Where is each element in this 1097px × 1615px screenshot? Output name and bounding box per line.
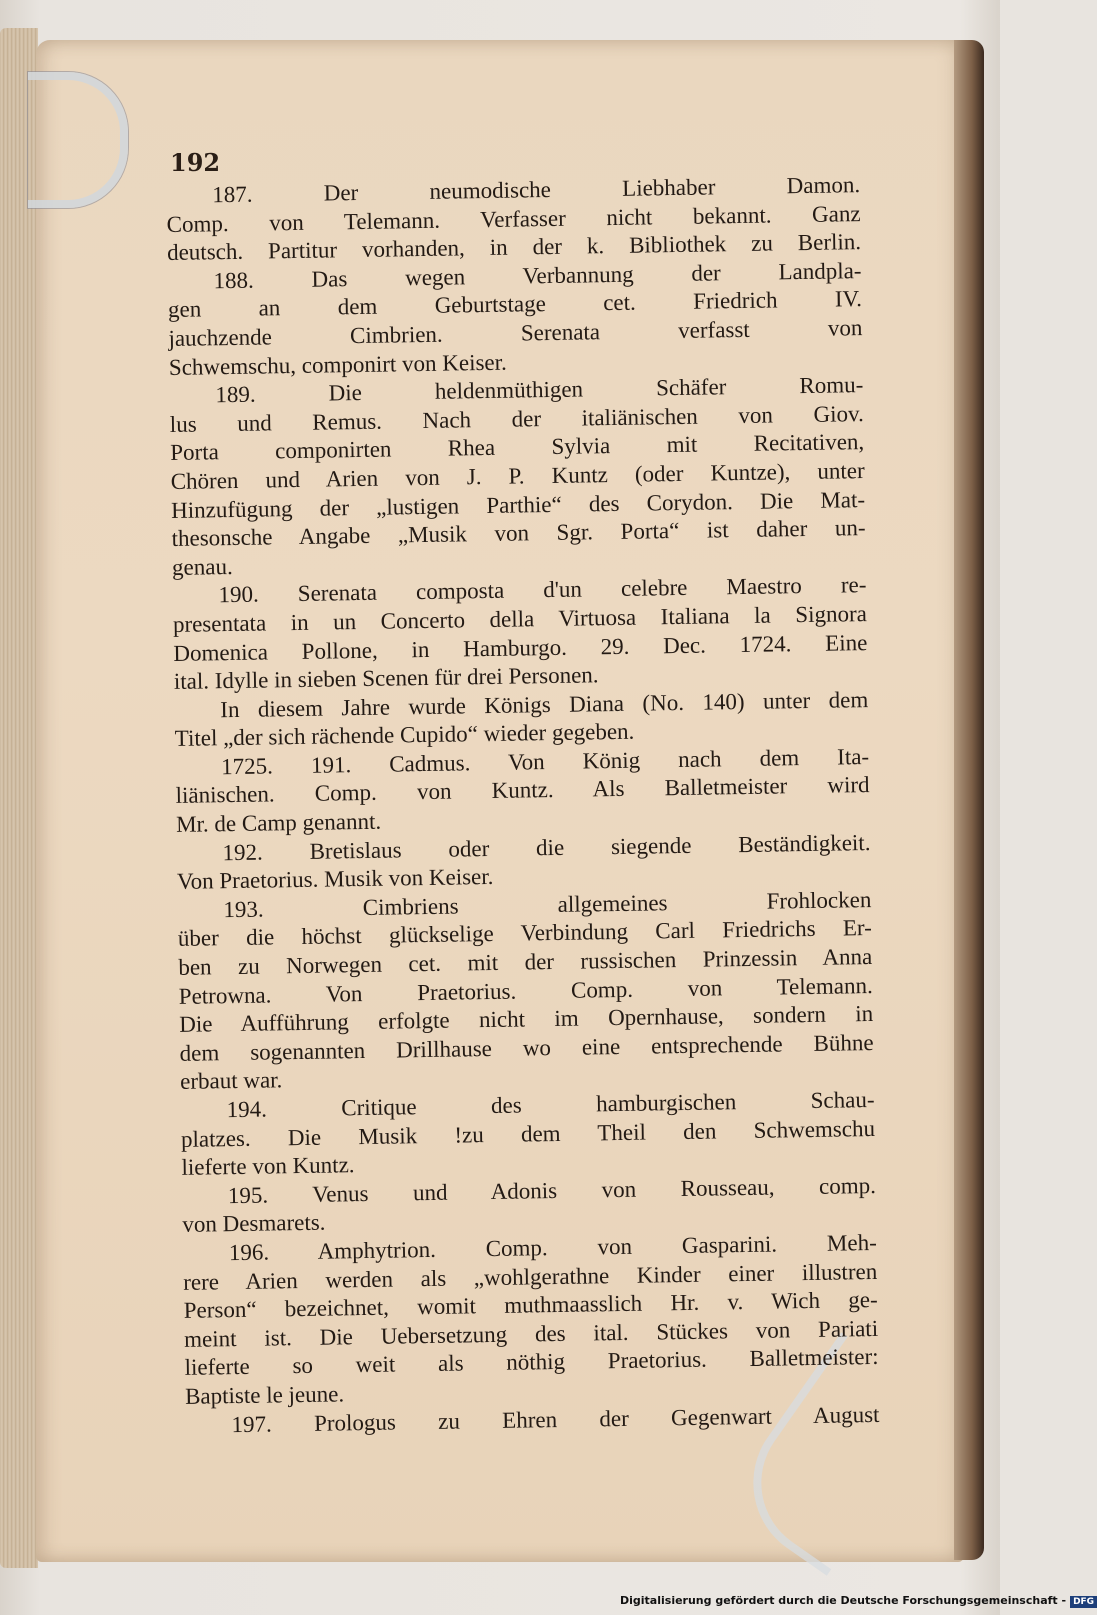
text-line: Domenica Pollone, in Hamburgo. 29. Dec. 1724. Eine: [173, 629, 868, 666]
text-line: genau.: [171, 553, 233, 580]
text-line: liänischen. Comp. von Kuntz. Als Balletmeister wird: [175, 772, 870, 809]
text-line: 195. Venus und Adonis von Rousseau, comp.: [227, 1172, 877, 1208]
text-line: 192. Bretislaus oder die siegende Beständigkeit.: [222, 829, 871, 865]
text-line: 188. Das wegen Verbannung der Landpla-: [213, 257, 862, 294]
text-line: ben zu Norwegen cet. mit der russischen Prinzessin Anna: [178, 944, 873, 980]
text-line: gen an dem Geburtstage cet. Friedrich IV.: [167, 286, 863, 323]
text-line: 187. Der neumodische Liebhaber Damon.: [212, 172, 861, 208]
text-line: 194. Critique des hamburgischen Schau-: [226, 1086, 875, 1123]
text-line: meint ist. Die Uebersetzung des ital. Stückes von Pariati: [183, 1315, 879, 1352]
text-line: lus und Remus. Nach der italiänischen von Giov.: [169, 400, 864, 437]
text-line: thesonsche Angabe „Musik von Sgr. Porta“ ist daher un-: [171, 515, 866, 552]
text-line: dem sogenannten Drillhause wo eine entsprechende Bühne: [179, 1029, 874, 1066]
text-line: Schwemschu, componirt von Keiser.: [168, 349, 507, 380]
text-line: 193. Cimbriens allgemeines Frohlocken: [223, 886, 872, 923]
text-line: platzes. Die Musik !zu dem Theil den Schwemschu: [180, 1115, 876, 1152]
text-line: 189. Die heldenmüthigen Schäfer Romu-: [215, 372, 864, 408]
text-line: presentata in un Concerto della Virtuosa Italiana la Signora: [172, 600, 868, 637]
text-line: 190. Serenata composta d'un celebre Maestro re-: [218, 572, 867, 608]
digitization-credit: [620, 1594, 1095, 1608]
text-line: erbaut war.: [179, 1067, 283, 1095]
text-line: ital. Idylle in sieben Scenen für drei Personen.: [173, 662, 599, 695]
text-line: Von Praetorius. Musik von Keiser.: [176, 864, 494, 895]
text-line: Chören und Arien von J. P. Kuntz (oder Kuntze), unter: [170, 458, 865, 494]
dfg-logo: DFG: [1070, 1596, 1097, 1608]
book-cover-edge: [954, 40, 984, 1560]
page-text: [166, 171, 880, 1440]
text-line: In diesem Jahre wurde Königs Diana (No. 140) unter dem: [220, 686, 869, 722]
text-line: rere Arien werden als „wohlgerathne Kinder einer illustren: [183, 1258, 878, 1295]
text-line: über die höchst glückselige Verbindung Carl Friedrichs Er-: [177, 915, 873, 952]
text-line: Baptiste le jeune.: [184, 1381, 345, 1409]
text-line: 197. Prologus zu Ehren der Gegenwart August: [231, 1401, 880, 1437]
text-line: Mr. de Camp genannt.: [175, 808, 382, 837]
text-line: Porta componirten Rhea Sylvia mit Recitativen,: [170, 429, 865, 466]
text-line: Comp. von Telemann. Verfasser nicht bekannt. Ganz: [166, 200, 861, 237]
text-line: jauchzende Cimbrien. Serenata verfasst von: [168, 315, 863, 351]
text-line: lieferte so weit als nöthig Praetorius. Balletmeister:: [184, 1344, 879, 1381]
text-line: Person“ bezeichnet, womit muthmaasslich Hr. v. Wich ge-: [183, 1287, 878, 1324]
text-line: Titel „der sich rächende Cupido“ wieder gegeben.: [174, 718, 635, 752]
text-line: deutsch. Partitur vorhanden, in der k. Bibliothek zu Berlin.: [166, 229, 862, 266]
text-line: Petrowna. Von Praetorius. Comp. von Telemann.: [178, 972, 873, 1009]
page-number: 192: [170, 148, 221, 177]
credit-text: Digitalisierung gefördert durch die Deutsche Forschungsgemeinschaft -: [620, 1594, 1067, 1607]
text-line: 196. Amphytrion. Comp. von Gasparini. Meh-: [228, 1229, 877, 1266]
paper-clip-icon: [28, 72, 128, 208]
text-line: Die Aufführung erfolgte nicht im Opernhause, sondern in: [179, 1001, 874, 1038]
text-line: lieferte von Kuntz.: [181, 1152, 355, 1181]
text-line: von Desmarets.: [182, 1210, 326, 1238]
text-line: 1725. 191. Cadmus. Von König nach dem Ita-: [220, 743, 870, 780]
book-page-edges: [0, 28, 38, 1568]
text-line: Hinzufügung der „lustigen Parthie“ des Corydon. Die Mat-: [170, 486, 866, 523]
